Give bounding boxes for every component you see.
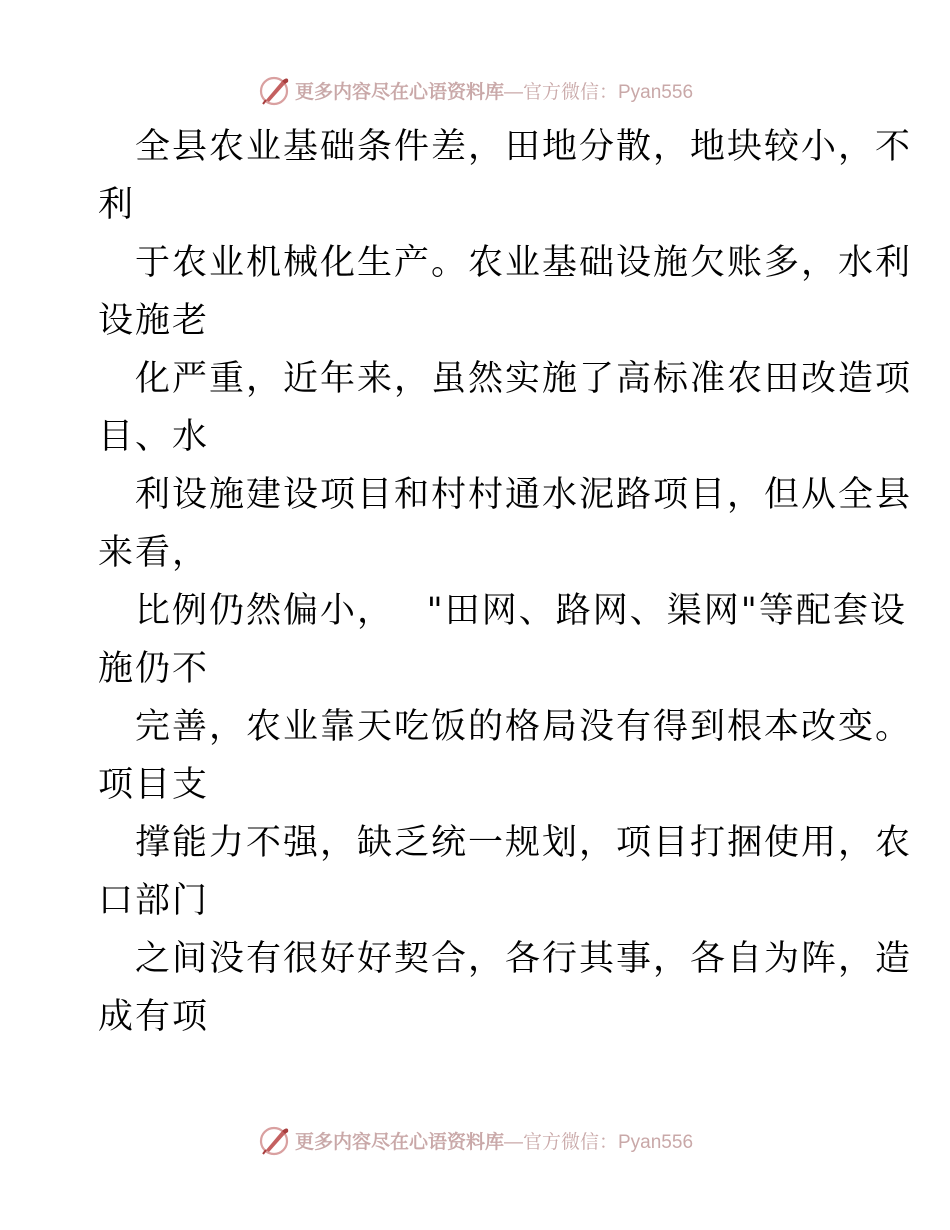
- footer-banner: [0, 1118, 950, 1162]
- body-line: 口部门: [98, 881, 210, 921]
- body-line: 来看，: [98, 533, 210, 573]
- body-line: 成有项: [98, 997, 210, 1037]
- footer-brand-text: 更多内容尽在心语资料库: [294, 1130, 504, 1153]
- header-brand-text: 更多内容尽在心语资料库: [294, 80, 504, 103]
- header-wechat-text: —官方微信：Pyan556: [504, 81, 694, 103]
- body-line: 项目支: [98, 765, 210, 805]
- body-line: 目、水: [98, 417, 210, 457]
- body-line: 利: [98, 185, 136, 225]
- body-line: 化严重，近年来，虽然实施了高标准农田改造项: [135, 359, 913, 399]
- body-line: 之间没有很好好契合，各行其事，各自为阵，造: [135, 939, 913, 979]
- body-line: 利设施建设项目和村村通水泥路项目，但从全县: [135, 475, 913, 515]
- body-line: 全县农业基础条件差，田地分散，地块较小，不: [135, 127, 913, 167]
- quill-pen-logo-icon: [257, 73, 291, 107]
- body-line: 设施老: [98, 301, 210, 341]
- quill-pen-logo-icon: [257, 1123, 291, 1157]
- document-body: [0, 118, 950, 1046]
- header-banner: [0, 68, 950, 112]
- body-line: 于农业机械化生产。农业基础设施欠账多，水利: [135, 243, 913, 283]
- body-line: 施仍不: [98, 649, 210, 689]
- body-line: 撑能力不强，缺乏统一规划，项目打捆使用，农: [135, 823, 913, 863]
- footer-wechat-text: —官方微信：Pyan556: [504, 1131, 694, 1153]
- body-line: 完善，农业靠天吃饭的格局没有得到根本改变。: [135, 707, 913, 747]
- body-line: 比例仍然偏小， "田网、路网、渠网"等配套设: [135, 591, 907, 631]
